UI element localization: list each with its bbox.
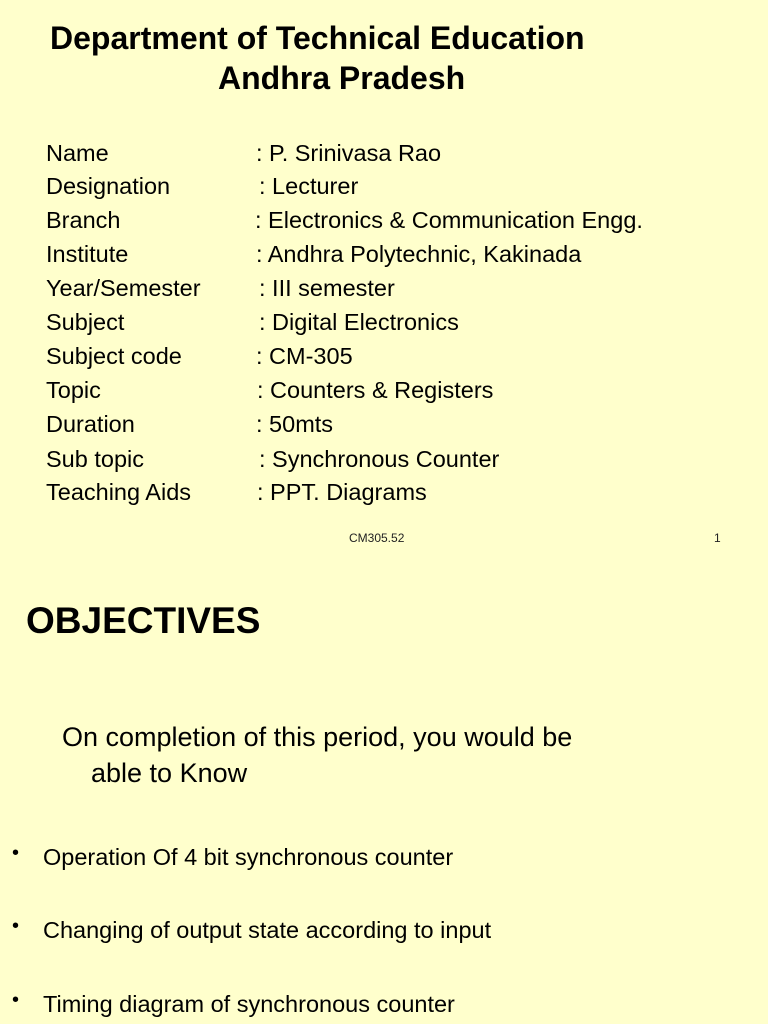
info-label: Branch [46,207,121,233]
info-label: Designation [46,173,171,199]
info-value: : 50mts [256,411,334,437]
info-label: Subject [46,309,125,335]
info-value: : III semester [259,275,395,301]
objective-text: Timing diagram of synchronous counter [43,991,455,1017]
slide-page-number: 1 [714,531,721,545]
bullet-icon: • [12,842,20,864]
slide-title-line-1: Department of Technical Education [50,20,585,56]
objective-text: Changing of output state according to input [43,917,492,943]
intro-line-2: able to Know [91,758,248,788]
info-label: Name [46,140,109,166]
bullet-icon: • [12,989,20,1011]
info-value: : Electronics & Communication Engg. [255,207,643,233]
info-label: Duration [46,411,135,437]
intro-line-1: On completion of this period, you would be [62,722,573,752]
info-label: Topic [46,377,101,403]
info-label: Sub topic [46,446,144,472]
info-value: : Counters & Registers [257,377,494,403]
slide-title-line-2: Andhra Pradesh [218,60,466,96]
info-label: Institute [46,241,129,267]
info-value: : PPT. Diagrams [257,479,427,505]
info-value: : Digital Electronics [259,309,459,335]
info-label: Year/Semester [46,275,201,301]
info-value: : Synchronous Counter [259,446,500,472]
info-value: : CM-305 [256,343,353,369]
info-label: Teaching Aids [46,479,192,505]
objective-text: Operation Of 4 bit synchronous counter [43,844,454,870]
slide-footer-code: CM305.52 [349,531,405,545]
slide-2 [0,560,768,1024]
info-label: Subject code [46,343,182,369]
bullet-icon: • [12,915,20,937]
info-value: : P. Srinivasa Rao [256,140,442,166]
info-value: : Andhra Polytechnic, Kakinada [256,241,582,267]
objectives-heading: OBJECTIVES [26,600,261,641]
info-value: : Lecturer [259,173,359,199]
